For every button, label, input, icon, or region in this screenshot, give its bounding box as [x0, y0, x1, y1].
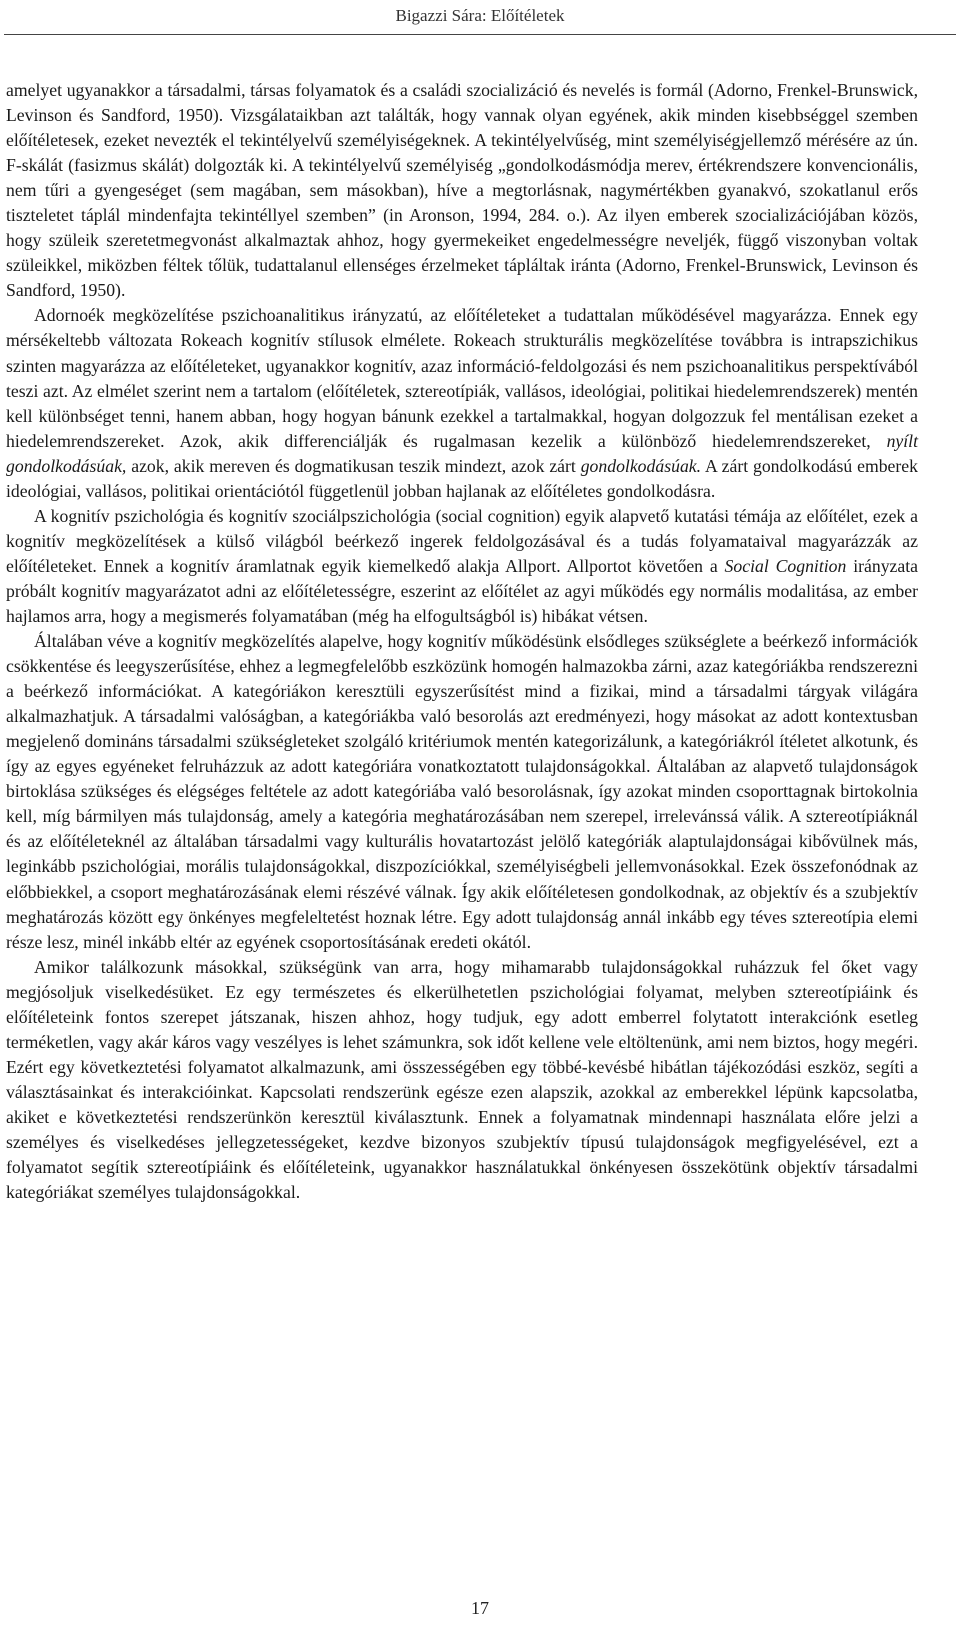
paragraph [6, 303, 918, 503]
text-run: Adornoék megközelítése pszichoanalitikus irányzatú, az előítéleteket a tudattalan működésével magyarázza. Ennek egy mérsékeltebb változata Rokeach kognitív stílusok elmélete. Rokeach strukturális megközelítése továbbra is intrapszichikus szinten magyarázza az előítéleteket, ugyanakkor kognitív, azaz információ-feldolgozási és nem pszichoanalitikus perspektívából teszi azt. Az elmélet szerint nem a tartalom (előítéletek, sztereotípiák, vallásos, ideológiai, politikai hiedelemrendszerek) mentén kell különbséget tenni, hanem abban, hogy hogyan bánunk ezekkel a tartalmakkal, hogyan dolgozzuk fel mentálisan ezeket a hiedelemrendszereket. Azok, akik differenciálják és rugalmasan kezelik a különböző hiedelemrendszereket, [6, 305, 918, 451]
text-run: amelyet ugyanakkor a társadalmi, társas folyamatok és a családi szocializáció és nevelés is formál (Adorno, Frenkel-Brunswick, Levinson és Sandford, 1950). Vizsgálataikban azt találták, hogy vannak olyan egyének, akik minden kisebbséggel szemben előítéletesek, ezeket nevezték el tekintélyelvű személyiségeknek. A tekintélyelvűség, mint személyiségjellemző mérésére az ún. F-skálát (fasizmus skálát) dolgozták ki. A tekintélyelvű személyiség „gondolkodásmódja merev, értékrendszere konvencionális, nem tűri a gyengeséget (sem magában, sem másokban), híve a megtorlásnak, nagymértékben gyanakvó, szokatlanul erős tiszteletet táplál mindenfajta tekintéllyel szemben” (in Aronson, 1994, 284. o.). Az ilyen emberek szocializációjában közös, hogy szüleik szeretetmegvonást alkalmaztak ahhoz, hogy gyermekeiket engedelmességre neveljék, függő viszonyban voltak szüleikkel, miközben féltek tőlük, tudattalanul ellenséges érzelmeket tápláltak iránta (Adorno, Frenkel-Brunswick, Levinson és Sandford, 1950). [6, 80, 918, 301]
italic-text: Social Cognition [724, 555, 847, 576]
text-run: A zárt gondolkodású emberek ideológiai, vallásos, politikai orientációtól függetlenül jobban hajlanak az előítéletes gondolkodásra. [6, 455, 918, 501]
running-header: Bigazzi Sára: Előítéletek [395, 6, 565, 25]
paragraph [6, 955, 918, 1205]
text-run: A kognitív pszichológia és kognitív szociálpszichológia (social cognition) egyik alapvető kutatási témája az előítélet, ezek a kognitív megközelítések a külső világból beérkező ingerek feldolgozásával és a tudás folyamataival magyarázzák az előítéleteket. Ennek a kognitív áramlatnak egyik kiemelkedő alakja Allport. Allportot követően a [6, 505, 918, 576]
text-run: irányzata próbált kognitív magyarázatot adni az előítéletességre, eszerint az előítélet az agyi működés egy normális modalitása, az ember hajlamos arra, hogy a megismerés folyamatában (még ha elfogultságból is) hibákat vétsen. [6, 555, 919, 626]
text-run: Általában véve a kognitív megközelítés alapelve, hogy kognitív működésünk elsődleges szükséglete a beérkező információk csökkentése és leegyszerűsítése, ehhez a legmegfelelőbb eszközünk homogén halmazokba zárni, azaz kategóriákba rendszerezni a beérkező információkat. A kategóriákon keresztüli egyszerűsítést mind a fizikai, mind a társadalmi tárgyak világára alkalmazhatjuk. A társadalmi valóságban, a kategóriákba való besorolás azt eredményezi, hogy másokat az adott kontextusban megjelenő domináns társadalmi szükségleteket szolgáló kritériumok mentén kategorizálunk, a kategóriákról ítéletet alkotunk, és így az egyes egyéneket felruházzuk az adott kategóriára vonatkoztatott tulajdonságokkal. Általában az alapvető tulajdonságok birtoklása szükséges és elégséges feltétele az adott kategóriába való besorolásnak, így azokat minden csoporttagnak birtokolnia kell, míg bármilyen más tulajdonság, amely a kategória meghatározásában nem szerepel, irrelevánssá válik. A sztereotípiáknál és az előítéleteknél az általában társadalmi vagy kulturális hovatartozást jelölő kategóriák alaptulajdonságai kibővülnek más, leginkább pszichológiai, morális tulajdonságokkal, diszpozíciókkal, személyiségbeli jellemvonásokkal. Ezek összefonódnak az előbbiekkel, a csoport meghatározásának elemi részévé válnak. Így akik előítéletesen gondolkodnak, az objektív és a szubjektív meghatározás között egy önkényes megfeleltetést hoznak létre. Egy adott tulajdonság annál inkább egy téves sztereotípia elemi része lesz, minél inkább eltér az egyének csoportosításának eredeti okától. [6, 631, 918, 952]
italic-text: nyílt gondolkodásúak, [6, 430, 918, 476]
text-run: Amikor találkozunk másokkal, szükségünk van arra, hogy mihamarabb tulajdonságokkal ruházzuk fel őket vagy megjósoljuk viselkedésüket. Ez egy természetes és elkerülhetetlen pszichológiai folyamat, melyben sztereotípiáink és előítéleteink fontos szerepet játszanak, hiszen ahhoz, hogy tudjuk, egy adott emberrel folytatott interakciónk esetleg terméketlen, vagy akár káros vagy veszélyes is lehet számunkra, sok időt kellene vele eltöltenünk, ami nem biztos, hogy megéri. Ezért egy következtetési folyamatot alkalmazunk, ami összességében egy többé-kevésbé hibátlan tájékozódási eszköz, segíti a választásainkat és interakcióinkat. Kapcsolati rendszerünk egésze ezen alapszik, azokkal az emberekkel lépünk kapcsolatba, akiket e következtetési rendszerünkön keresztül kiválasztunk. Ennek a folyamatnak mindennapi használata előre jelzi a személyes és viselkedéses jellegzetességeket, kezdve bizonyos szubjektív típusú tulajdonságok megfigyelésével, ezt a folyamatot segítik sztereotípiáink és előítéleteink, ugyanakkor használatukkal önkényesen összekötünk objektív társadalmi kategóriákat személyes tulajdonságokkal. [6, 956, 918, 1203]
page-number: 17 [471, 1598, 489, 1618]
body-text [6, 78, 918, 1205]
italic-text: gondolkodásúak. [580, 455, 702, 476]
text-run: azok, akik mereven és dogmatikusan teszik mindezt, azok zárt [126, 455, 581, 476]
paragraph [6, 78, 918, 303]
header-divider [4, 34, 956, 35]
paragraph [6, 629, 918, 955]
paragraph [6, 504, 918, 629]
